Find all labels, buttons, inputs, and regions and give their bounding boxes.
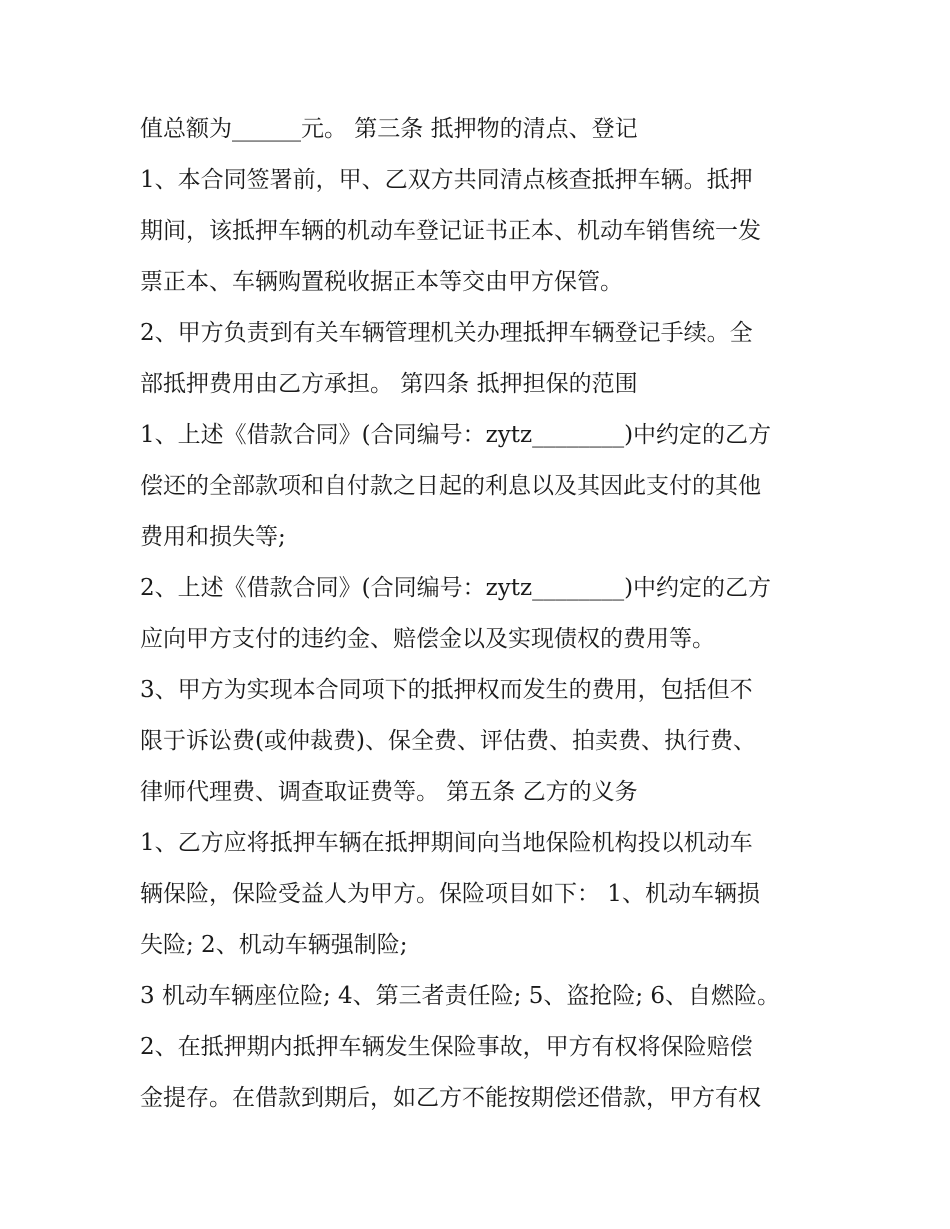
text-line: 1、乙方应将抵押车辆在抵押期间向当地保险机构投以机动车 [140, 830, 753, 856]
contract-body-text [140, 104, 820, 1124]
text-line: 律师代理费、调查取证费等。 第五条 乙方的义务 [140, 779, 638, 805]
text-line: 值总额为______元。 第三条 抵押物的清点、登记 [140, 116, 638, 142]
text-line: 辆保险，保险受益人为甲方。保险项目如下： 1、机动车辆损 [140, 881, 760, 907]
text-line: 1、上述《借款合同》(合同编号：zytz________)中约定的乙方 [140, 422, 772, 448]
text-line: 费用和损失等; [140, 524, 286, 550]
text-line: 2、甲方负责到有关车辆管理机关办理抵押车辆登记手续。全 [140, 320, 753, 346]
text-line: 期间，该抵押车辆的机动车登记证书正本、机动车销售统一发 [140, 218, 761, 244]
text-line: 偿还的全部款项和自付款之日起的利息以及其因此支付的其他 [140, 473, 761, 499]
text-line: 1、本合同签署前，甲、乙双方共同清点核查抵押车辆。抵押 [140, 167, 753, 193]
text-line: 2、上述《借款合同》(合同编号：zytz________)中约定的乙方 [140, 575, 772, 601]
text-line: 限于诉讼费(或仲裁费)、保全费、评估费、拍卖费、执行费、 [140, 728, 756, 754]
text-line: 应向甲方支付的违约金、赔偿金以及实现债权的费用等。 [140, 626, 715, 652]
text-line: 2、在抵押期内抵押车辆发生保险事故，甲方有权将保险赔偿 [140, 1034, 753, 1060]
text-line: 部抵押费用由乙方承担。 第四条 抵押担保的范围 [140, 371, 638, 397]
text-line: 3、甲方为实现本合同项下的抵押权而发生的费用，包括但不 [140, 677, 753, 703]
text-line: 失险; 2、机动车辆强制险; [140, 932, 408, 958]
text-line: 金提存。在借款到期后，如乙方不能按期偿还借款，甲方有权 [140, 1085, 761, 1111]
text-line: 3 机动车辆座位险; 4、第三者责任险; 5、盗抢险; 6、自燃险。 [140, 983, 781, 1009]
text-line: 票正本、车辆购置税收据正本等交由甲方保管。 [140, 269, 623, 295]
